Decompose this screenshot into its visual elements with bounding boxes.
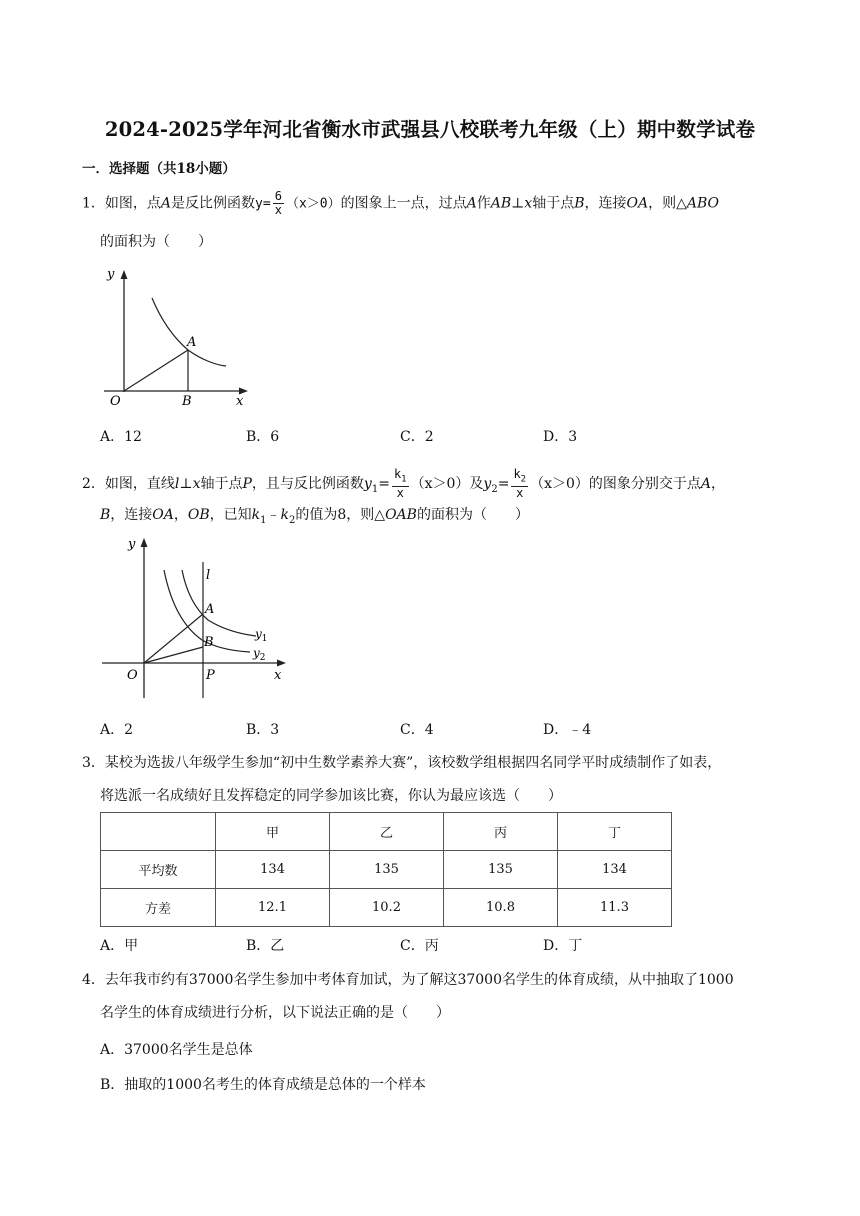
table-row bbox=[101, 889, 672, 927]
table-cell: 平均数 bbox=[101, 851, 216, 889]
q1-fig-label-o: O bbox=[110, 394, 121, 409]
table-header-row bbox=[101, 813, 672, 851]
q3-option-c[interactable]: C．丙 bbox=[400, 938, 439, 954]
table-header-cell bbox=[101, 813, 216, 851]
q3-option-b[interactable]: B．乙 bbox=[246, 938, 285, 954]
table-header-cell: 丙 bbox=[444, 813, 558, 851]
q4-option-a[interactable]: A．37000名学生是总体 bbox=[100, 1042, 253, 1058]
q1-option-b[interactable]: B．6 bbox=[246, 429, 280, 445]
q1-fig-label-x: x bbox=[236, 394, 244, 409]
q2-fig-label-y1: $y_1$ bbox=[255, 627, 268, 644]
q4-stem-line2: 名学生的体育成绩进行分析，以下说法正确的是（ ） bbox=[100, 1005, 450, 1021]
table-header-cell: 丁 bbox=[558, 813, 672, 851]
q3-stem-line2: 将选派一名成绩好且发挥稳定的同学参加该比赛，你认为最应该选（ ） bbox=[100, 788, 562, 804]
table-cell: 10.2 bbox=[330, 889, 444, 927]
q3-stem: 3．某校为选拔八年级学生参加“初中生数学素养大赛”，该校数学组根据四名同学平时成绩制作了如表， bbox=[82, 755, 722, 771]
q1-option-d[interactable]: D．3 bbox=[543, 429, 578, 445]
table-cell: 134 bbox=[558, 851, 672, 889]
q2-fig-label-y2: $y_2$ bbox=[253, 646, 266, 663]
q3-option-d[interactable]: D．丁 bbox=[543, 938, 583, 954]
table-cell: 11.3 bbox=[558, 889, 672, 927]
table-cell: 12.1 bbox=[216, 889, 330, 927]
q2-fig-label-o: O bbox=[127, 668, 138, 683]
q2-option-c[interactable]: C．4 bbox=[400, 722, 434, 738]
q2-fig-label-l: l bbox=[206, 568, 211, 583]
table-cell: 135 bbox=[330, 851, 444, 889]
q3-option-a[interactable]: A．甲 bbox=[100, 938, 139, 954]
table-cell: 134 bbox=[216, 851, 330, 889]
page-title: 2024-2025学年河北省衡水市武强县八校联考九年级（上）期中数学试卷 bbox=[104, 118, 756, 141]
q2-fig-label-x: x bbox=[274, 668, 282, 683]
q1-stem: 1．如图，点A是反比例函数y= $\frac{6}{x}$ （x＞0）的图象上一点，过点A作AB⊥x轴于点B，连接OA，则△ABO bbox=[82, 189, 720, 217]
q1-fig-label-b: B bbox=[182, 394, 192, 409]
table-cell: 方差 bbox=[101, 889, 216, 927]
q2-stem: 2．如图，直线l⊥x轴于点P，且与反比例函数$y_1=$ $\frac{k_1}{x}$ （x＞0）及$y_2=$ $\frac{k_2}{x}$ （x＞0）的图象分别交于点A， bbox=[82, 467, 726, 501]
q2-fig-label-b: B bbox=[204, 635, 214, 650]
q2-option-d[interactable]: D．﹣4 bbox=[543, 722, 592, 738]
q2-fig-label-y: y bbox=[128, 537, 136, 552]
table-header-cell: 甲 bbox=[216, 813, 330, 851]
table-header-cell: 乙 bbox=[330, 813, 444, 851]
q2-option-a[interactable]: A．2 bbox=[100, 722, 134, 738]
score-table bbox=[100, 812, 672, 927]
q2-stem-line2: B，连接OA，OB，已知$k_1﹣k_2$的值为8，则△OAB的面积为（ ） bbox=[100, 507, 529, 526]
section-heading: 一．选择题（共18小题） bbox=[82, 161, 236, 177]
q2-fig-label-p: P bbox=[206, 668, 215, 683]
q1-stem-line2: 的面积为（ ） bbox=[100, 234, 212, 250]
q2-option-b[interactable]: B．3 bbox=[246, 722, 280, 738]
q2-fig-label-a: A bbox=[205, 602, 215, 617]
q1-option-c[interactable]: C．2 bbox=[400, 429, 434, 445]
q1-fig-label-y: y bbox=[107, 267, 115, 282]
q1-figure bbox=[98, 262, 258, 412]
q1-option-a[interactable]: A．12 bbox=[100, 429, 142, 445]
table-cell: 10.8 bbox=[444, 889, 558, 927]
table-cell: 135 bbox=[444, 851, 558, 889]
q2-figure bbox=[98, 530, 298, 700]
q4-stem: 4．去年我市约有37000名学生参加中考体育加试，为了解这37000名学生的体育成绩，从中抽取了1000 bbox=[82, 972, 734, 988]
q1-fig-label-a: A bbox=[187, 335, 197, 350]
table-row bbox=[101, 851, 672, 889]
q4-option-b[interactable]: B．抽取的1000名考生的体育成绩是总体的一个样本 bbox=[100, 1077, 426, 1093]
